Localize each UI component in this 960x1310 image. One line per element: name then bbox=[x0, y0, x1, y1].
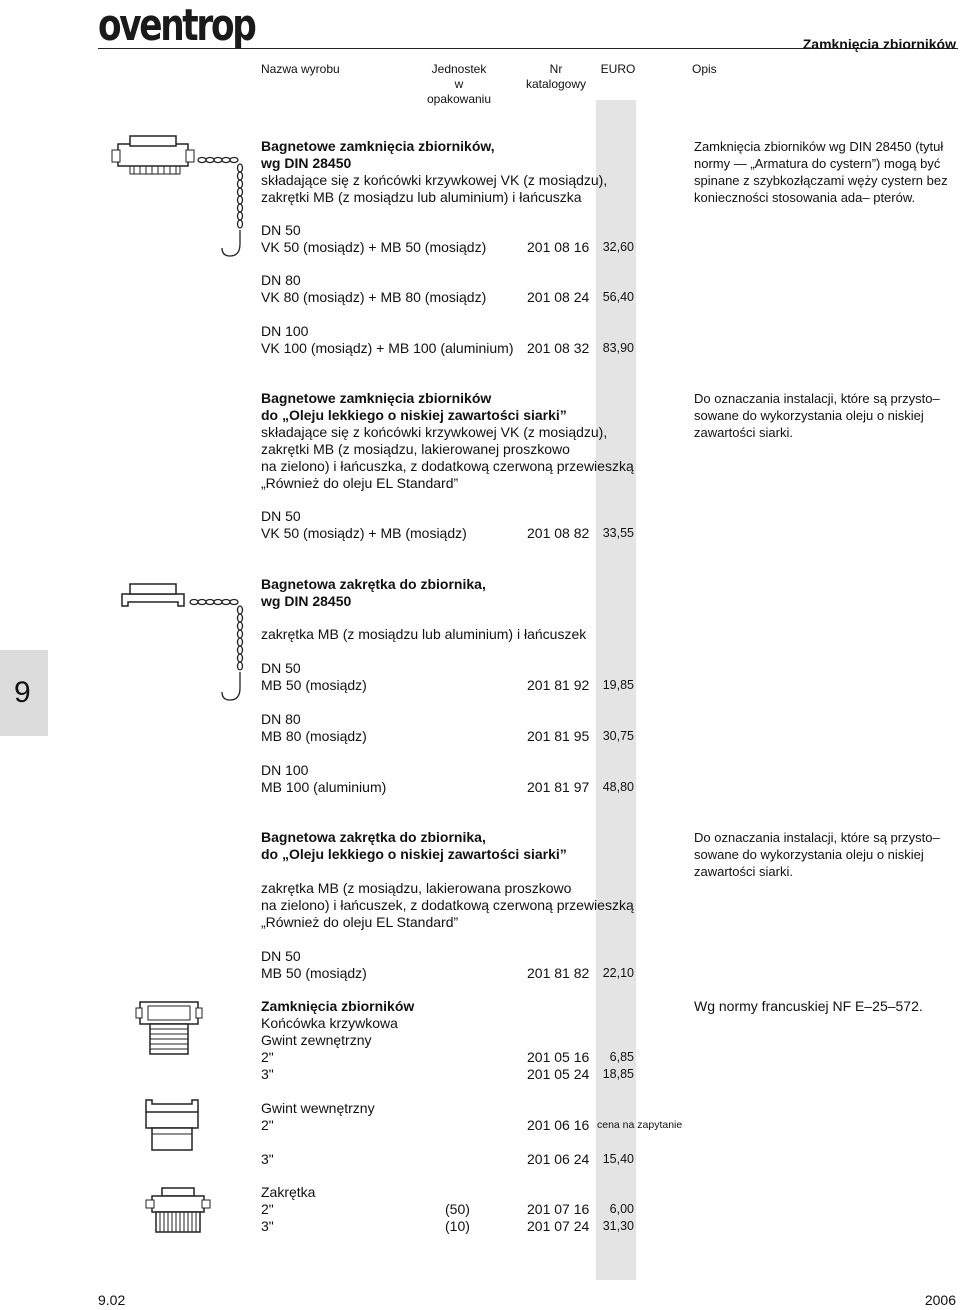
p1-row-2-item: VK 80 (mosiądz) + MB 80 (mosiądz) bbox=[261, 289, 487, 305]
p1-row-1-item: VK 50 (mosiądz) + MB 50 (mosiądz) bbox=[261, 239, 487, 255]
page-number: 9.02 bbox=[98, 1292, 126, 1308]
p1-sub-1: składające się z końcówki krzywkowej VK (z mosiądzu), bbox=[261, 172, 608, 188]
p2-sub-2: zakrętki MB (z mosiądzu, lakierowanej proszkowo bbox=[261, 441, 570, 457]
p2-sub-4: „Również do oleju EL Standard” bbox=[261, 475, 459, 491]
p3-row-1-price: 19,85 bbox=[602, 678, 634, 692]
p5-ext-row-1-size: 2" bbox=[261, 1049, 274, 1065]
column-header-name: Nazwa wyrobu bbox=[261, 62, 340, 76]
p5-ext-row-1-nr: 201 05 16 bbox=[527, 1049, 590, 1065]
p5-cap-row-1-size: 2" bbox=[261, 1201, 274, 1217]
p3-row-1-item: MB 50 (mosiądz) bbox=[261, 677, 367, 693]
p1-row-1-price: 32,60 bbox=[602, 240, 634, 254]
p5-int-row-2-size: 3" bbox=[261, 1151, 274, 1167]
p1-row-3-nr: 201 08 32 bbox=[527, 340, 590, 356]
section-title: Zamknięcia zbiorników bbox=[802, 36, 956, 52]
p5-cap-label: Zakrętka bbox=[261, 1184, 316, 1200]
p5-int-row-1-nr: 201 06 16 bbox=[527, 1117, 590, 1133]
p3-row-2-price: 30,75 bbox=[602, 729, 634, 743]
p3-row-1-nr: 201 81 92 bbox=[527, 677, 590, 693]
p5-cap-row-1-price: 6,00 bbox=[609, 1202, 634, 1216]
p5-int-label: Gwint wewnętrzny bbox=[261, 1100, 375, 1116]
p4-description: Do oznaczania instalacji, które są przysto– sowane do wykorzystania oleju o niskiej zawartości siarki. bbox=[694, 830, 940, 879]
p2-row-1-item: VK 50 (mosiądz) + MB (mosiądz) bbox=[261, 525, 467, 541]
p5-ext-row-2-price: 18,85 bbox=[602, 1067, 634, 1081]
p5-title: Zamknięcia zbiorników bbox=[261, 998, 415, 1014]
p4-sub-2: na zielono) i łańcuszek, z dodatkową czerwoną przewieszką bbox=[261, 897, 634, 913]
column-header-unit: Jednostek w opakowaniu bbox=[426, 62, 492, 106]
coupling-internal-thread-illustration bbox=[144, 1094, 202, 1154]
p1-description: Zamknięcia zbiorników wg DIN 28450 (tytuł normy — „Armatura do cystern”) mogą być spinane z szybkozłączami węży cystern bez konieczności stosowania ada– pterów. bbox=[694, 139, 948, 205]
chapter-tab bbox=[0, 650, 48, 736]
p3-row-2-nr: 201 81 95 bbox=[527, 728, 590, 744]
coupling-external-thread-illustration bbox=[136, 996, 202, 1060]
p2-title-1: Bagnetowe zamknięcia zbiorników bbox=[261, 390, 492, 406]
p3-title-1: Bagnetowa zakrętka do zbiornika, bbox=[261, 576, 486, 592]
p3-row-2-item: MB 80 (mosiądz) bbox=[261, 728, 367, 744]
p1-row-1-nr: 201 08 16 bbox=[527, 239, 590, 255]
p4-row-1-item: MB 50 (mosiądz) bbox=[261, 965, 367, 981]
p5-ext-row-2-size: 3" bbox=[261, 1066, 274, 1082]
p2-sub-1: składające się z końcówki krzywkowej VK (z mosiądzu), bbox=[261, 424, 608, 440]
p5-int-row-1-price: cena na zapytanie bbox=[597, 1119, 683, 1131]
p5-sub-1: Końcówka krzywkowa bbox=[261, 1015, 398, 1031]
cap-with-chain-illustration bbox=[112, 132, 252, 267]
p1-title-1: Bagnetowe zamknięcia zbiorników, bbox=[261, 138, 495, 154]
p1-row-2-nr: 201 08 24 bbox=[527, 289, 590, 305]
p5-cap-row-2-size: 3" bbox=[261, 1218, 274, 1234]
p5-cap-row-1-qty: (50) bbox=[445, 1201, 470, 1217]
p1-title-2: wg DIN 28450 bbox=[261, 155, 352, 171]
p5-cap-row-2-price: 31,30 bbox=[602, 1219, 634, 1233]
p1-row-1-dn: DN 50 bbox=[261, 222, 301, 238]
column-header-desc: Opis bbox=[692, 62, 717, 76]
p5-sub-2: Gwint zewnętrzny bbox=[261, 1032, 372, 1048]
p1-sub-2: zakrętki MB (z mosiądzu lub aluminium) i łańcuszka bbox=[261, 189, 582, 205]
p2-row-1-dn: DN 50 bbox=[261, 508, 301, 524]
p4-row-1-nr: 201 81 82 bbox=[527, 965, 590, 981]
p3-row-3-item: MB 100 (aluminium) bbox=[261, 779, 387, 795]
p5-int-row-1-size: 2" bbox=[261, 1117, 274, 1133]
p2-title-2: do „Oleju lekkiego o niskiej zawartości siarki” bbox=[261, 407, 567, 423]
column-header-nr: Nr katalogowy bbox=[525, 62, 587, 91]
p5-ext-row-1-price: 6,85 bbox=[609, 1050, 634, 1064]
p5-cap-row-2-qty: (10) bbox=[445, 1218, 470, 1234]
p3-row-3-nr: 201 81 97 bbox=[527, 779, 590, 795]
p2-row-1-nr: 201 08 82 bbox=[527, 525, 590, 541]
threaded-cap-illustration bbox=[146, 1184, 210, 1240]
p5-description: Wg normy francuskiej NF E–25–572. bbox=[694, 998, 923, 1014]
p5-int-row-2-nr: 201 06 24 bbox=[527, 1151, 590, 1167]
p1-row-3-item: VK 100 (mosiądz) + MB 100 (aluminium) bbox=[261, 340, 514, 356]
catalog-year: 2006 bbox=[924, 1292, 956, 1308]
p5-cap-row-2-nr: 201 07 24 bbox=[527, 1218, 590, 1234]
p4-row-1-dn: DN 50 bbox=[261, 948, 301, 964]
p3-sub-1: zakrętka MB (z mosiądzu lub aluminium) i łańcuszek bbox=[261, 626, 587, 642]
p5-cap-row-1-nr: 201 07 16 bbox=[527, 1201, 590, 1217]
p3-row-1-dn: DN 50 bbox=[261, 660, 301, 676]
p2-row-1-price: 33,55 bbox=[602, 526, 634, 540]
p3-row-2-dn: DN 80 bbox=[261, 711, 301, 727]
p2-description: Do oznaczania instalacji, które są przysto– sowane do wykorzystania oleju o niskiej zawartości siarki. bbox=[694, 391, 940, 440]
p3-title-2: wg DIN 28450 bbox=[261, 593, 352, 609]
chapter-number: 9 bbox=[14, 676, 31, 709]
column-header-euro: EURO bbox=[600, 62, 636, 76]
p4-sub-1: zakrętka MB (z mosiądzu, lakierowana proszkowo bbox=[261, 880, 572, 896]
cap-chain-hook-illustration bbox=[118, 580, 258, 710]
p1-row-3-price: 83,90 bbox=[602, 341, 634, 355]
p2-sub-3: na zielono) i łańcuszka, z dodatkową czerwoną przewieszką bbox=[261, 458, 634, 474]
p5-ext-row-2-nr: 201 05 24 bbox=[527, 1066, 590, 1082]
p4-row-1-price: 22,10 bbox=[602, 966, 634, 980]
p3-row-3-dn: DN 100 bbox=[261, 762, 309, 778]
p1-row-3-dn: DN 100 bbox=[261, 323, 309, 339]
brand-logo: oventrop bbox=[98, 0, 255, 51]
p4-title-1: Bagnetowa zakrętka do zbiornika, bbox=[261, 829, 486, 845]
p1-row-2-dn: DN 80 bbox=[261, 272, 301, 288]
p4-title-2: do „Oleju lekkiego o niskiej zawartości siarki” bbox=[261, 846, 567, 862]
p5-int-row-2-price: 15,40 bbox=[602, 1152, 634, 1166]
p4-sub-3: „Również do oleju EL Standard” bbox=[261, 914, 459, 930]
p1-row-2-price: 56,40 bbox=[602, 290, 634, 304]
p3-row-3-price: 48,80 bbox=[602, 780, 634, 794]
